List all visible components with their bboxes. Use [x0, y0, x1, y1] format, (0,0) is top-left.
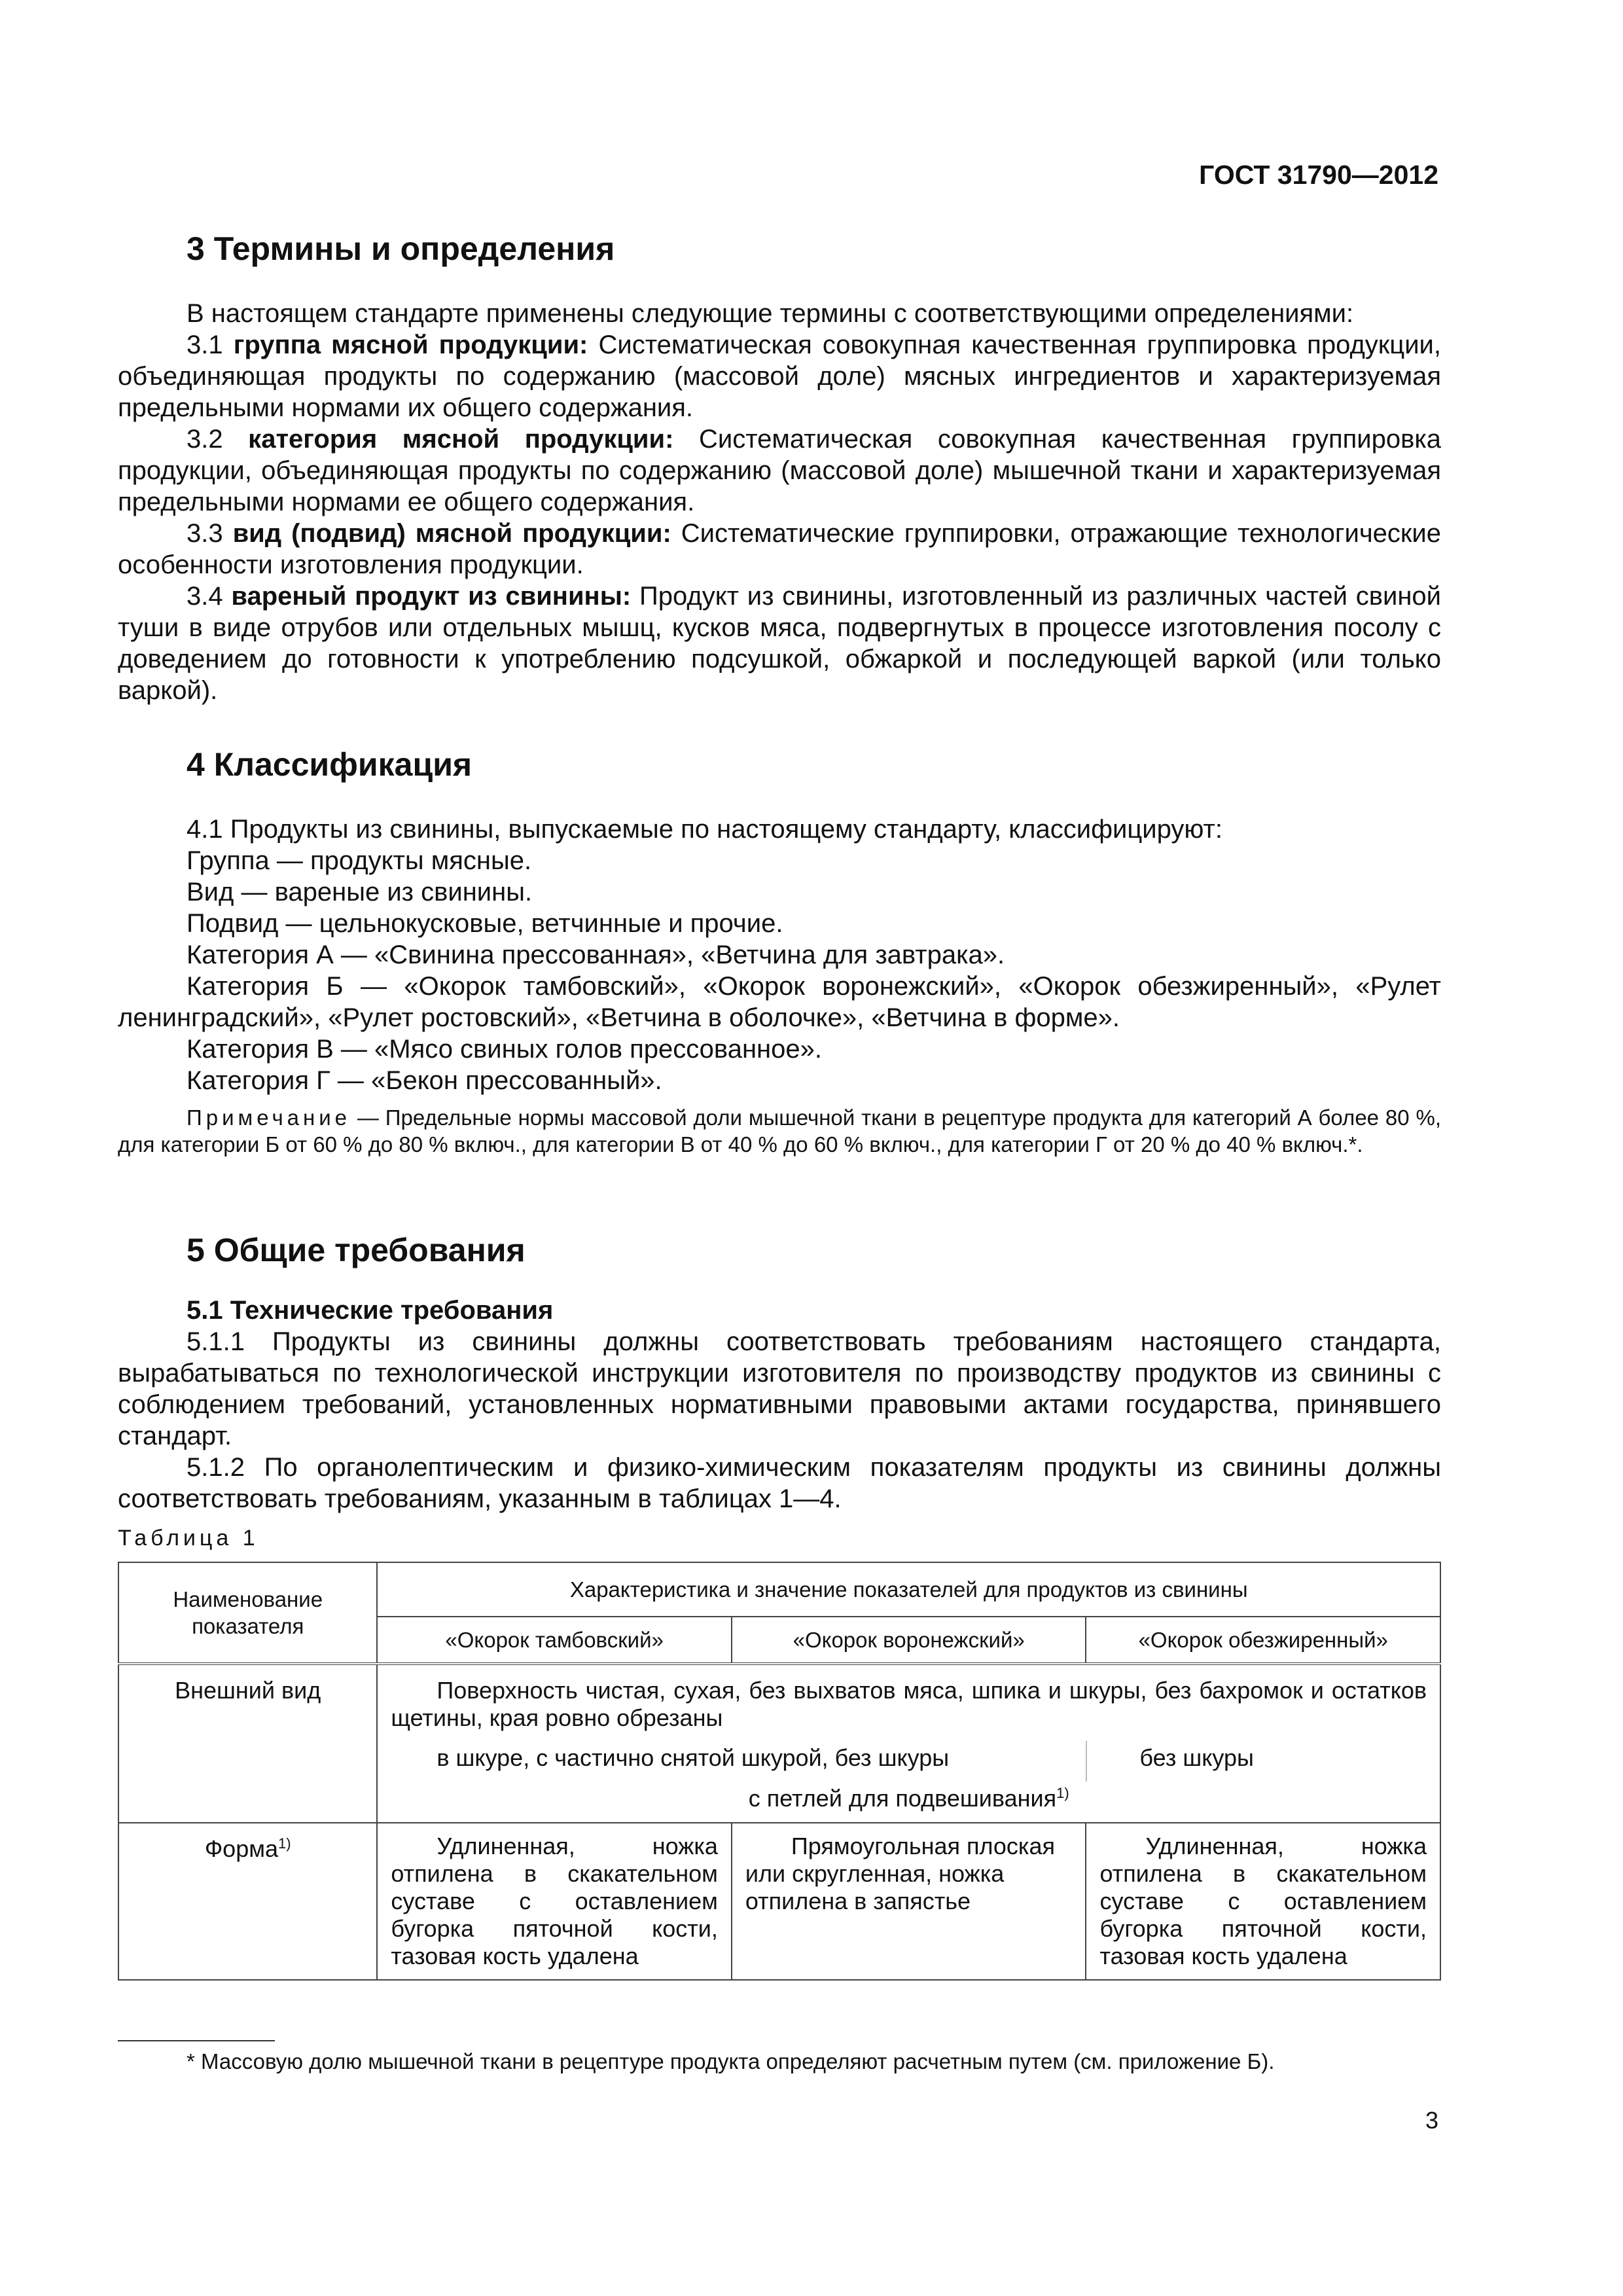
term-number: 3.4 [187, 582, 232, 611]
appearance-loop [378, 1782, 1440, 1822]
appearance-skin-left: в шкуре, с частично снятой шкурой, без шкуры [437, 1744, 950, 1771]
table-row [118, 1664, 1440, 1823]
table-row [118, 1823, 1440, 1980]
row-name-appearance: Внешний вид [118, 1664, 377, 1823]
note-label: Примечание [187, 1105, 351, 1130]
section-5-title: 5 Общие требования [187, 1232, 526, 1268]
section-5 [118, 1230, 1441, 1981]
clause-4-1: 4.1 Продукты из свинины, выпускаемые по настоящему стандарту, классифицируют: [187, 815, 1222, 844]
term-3-3 [118, 518, 1441, 581]
header-okorok-obezzhirenny: «Окорок обезжиренный» [1086, 1617, 1440, 1664]
term-name: группа мясной продукции: [233, 331, 588, 359]
table-header-row [118, 1562, 1440, 1617]
category-v: Категория В — «Мясо свиных голов прессованное». [187, 1035, 822, 1064]
section-3-intro: В настоящем стандарте применены следующие термины с соответствующими определениями: [187, 299, 1354, 328]
header-okorok-voronezhsky: «Окорок воронежский» [732, 1617, 1086, 1664]
header-indicator-name: Наименование показателя [118, 1562, 377, 1664]
loop-footnote-mark: 1) [1056, 1785, 1069, 1801]
row-name-shape [118, 1823, 377, 1980]
clause-5-1-2: 5.1.2 По органолептическим и физико-химическим показателям продукты из свинины должны соответствовать требованиям, указанным в таблицах 1—4. [118, 1453, 1441, 1513]
term-definition: Систематическая совокупная качественная группировка продукции, объединяющая продукты по содержанию (массовой доле) мясных ингредиентов и характеризуемая предельными нормами их общего содержания. [118, 331, 1441, 422]
appearance-text: Поверхность чистая, сухая, без выхватов мяса, шпика и шкуры, без бахромок и остатков щетины, края ровно обрезаны [391, 1677, 1427, 1731]
section-3 [118, 229, 1441, 706]
term-3-4 [118, 581, 1441, 706]
section-4-title: 4 Классификация [187, 746, 473, 783]
loop-text: с петлей для подвешивания [748, 1785, 1057, 1812]
term-number: 3.2 [187, 425, 249, 454]
shape-voronezhsky: Прямоугольная плоская или скругленная, ножка отпилена в запястье [732, 1823, 1086, 1980]
term-name: вареный продукт из свинины: [231, 582, 632, 611]
header-group: Характеристика и значение показателей для продуктов из свинины [377, 1562, 1440, 1617]
term-3-2 [118, 423, 1441, 518]
term-name: категория мясной продукции: [248, 425, 674, 454]
term-name: вид (подвид) мясной продукции: [232, 519, 671, 548]
section-4 [118, 745, 1441, 1158]
term-number: 3.3 [187, 519, 233, 548]
term-definition: Продукт из свинины, изготовленный из различных частей свиной туши в виде отрубов или отдельных мышц, кусков мяса, подвергнутых в процессе изготовления посолу с доведением до готовности к употреблению подсушкой, обжаркой и последующей варкой (или только варкой). [118, 582, 1442, 705]
term-definition: Систематические группировки, отражающие технологические особенности изготовления продукции. [118, 519, 1442, 579]
table-caption: Таблица 1 [118, 1526, 259, 1551]
category-g: Категория Г — «Бекон прессованный». [187, 1066, 662, 1095]
row-name-shape-text: Форма [204, 1835, 278, 1862]
shape-obezzhirenny: Удлиненная, ножка отпилена в скакательном суставе с оставлением бугорка пяточной кости, тазовая кость удалена [1086, 1823, 1440, 1980]
appearance-skin-right: без шкуры [1086, 1741, 1266, 1782]
classification-group: Группа — продукты мясные. [187, 846, 532, 875]
header-okorok-tambovsky: «Окорок тамбовский» [377, 1617, 732, 1664]
subsection-5-1-title: 5.1 Технические требования [187, 1296, 554, 1325]
shape-tambovsky: Удлиненная, ножка отпилена в скакательном суставе с оставлением бугорка пяточной кости, тазовая кость удалена [377, 1823, 732, 1980]
clause-5-1-1: 5.1.1 Продукты из свинины должны соответствовать требованиям настоящего стандарта, вырабатываться по технологической инструкции изготовителя по производству продуктов из свинины с соблюдением требований, установленных нормативными правовыми актами государства, принявшего стандарт. [118, 1327, 1441, 1450]
table-1 [118, 1562, 1441, 1981]
term-3-1 [118, 329, 1441, 423]
appearance-skin-row [378, 1741, 1440, 1782]
classification-kind: Вид — вареные из свинины. [187, 878, 533, 906]
note-text: — Предельные нормы массовой доли мышечной ткани в рецептуре продукта для категорий А более 80 %, для категории Б от 60 % до 80 % включ., для категории В от 40 % до 60 % включ., для категории Г от 20 % до 40 % включ.*. [118, 1105, 1441, 1157]
note [118, 1104, 1441, 1158]
document-id: ГОСТ 31790—2012 [1199, 160, 1438, 190]
category-a: Категория А — «Свинина прессованная», «Ветчина для завтрака». [187, 941, 1005, 969]
page-number: 3 [1425, 2107, 1438, 2134]
term-definition: Систематическая совокупная качественная группировка продукции, объединяющая продукты по содержанию (массовой доле) мышечной ткани и характеризуемая предельными нормами ее общего содержания. [118, 425, 1441, 516]
footnote: * Массовую долю мышечной ткани в рецептуре продукта определяют расчетным путем (см. приложение Б). [187, 2049, 1275, 2073]
classification-subkind: Подвид — цельнокусковые, ветчинные и прочие. [187, 909, 783, 938]
shape-footnote-mark: 1) [278, 1835, 291, 1852]
term-number: 3.1 [187, 331, 234, 359]
appearance-cell [377, 1664, 1440, 1823]
footnote-divider [118, 2040, 275, 2041]
category-b: Категория Б — «Окорок тамбовский», «Окорок воронежский», «Окорок обезжиренный», «Рулет ленинградский», «Рулет ростовский», «Ветчина в оболочке», «Ветчина в форме». [118, 972, 1441, 1032]
section-3-title: 3 Термины и определения [187, 230, 615, 267]
